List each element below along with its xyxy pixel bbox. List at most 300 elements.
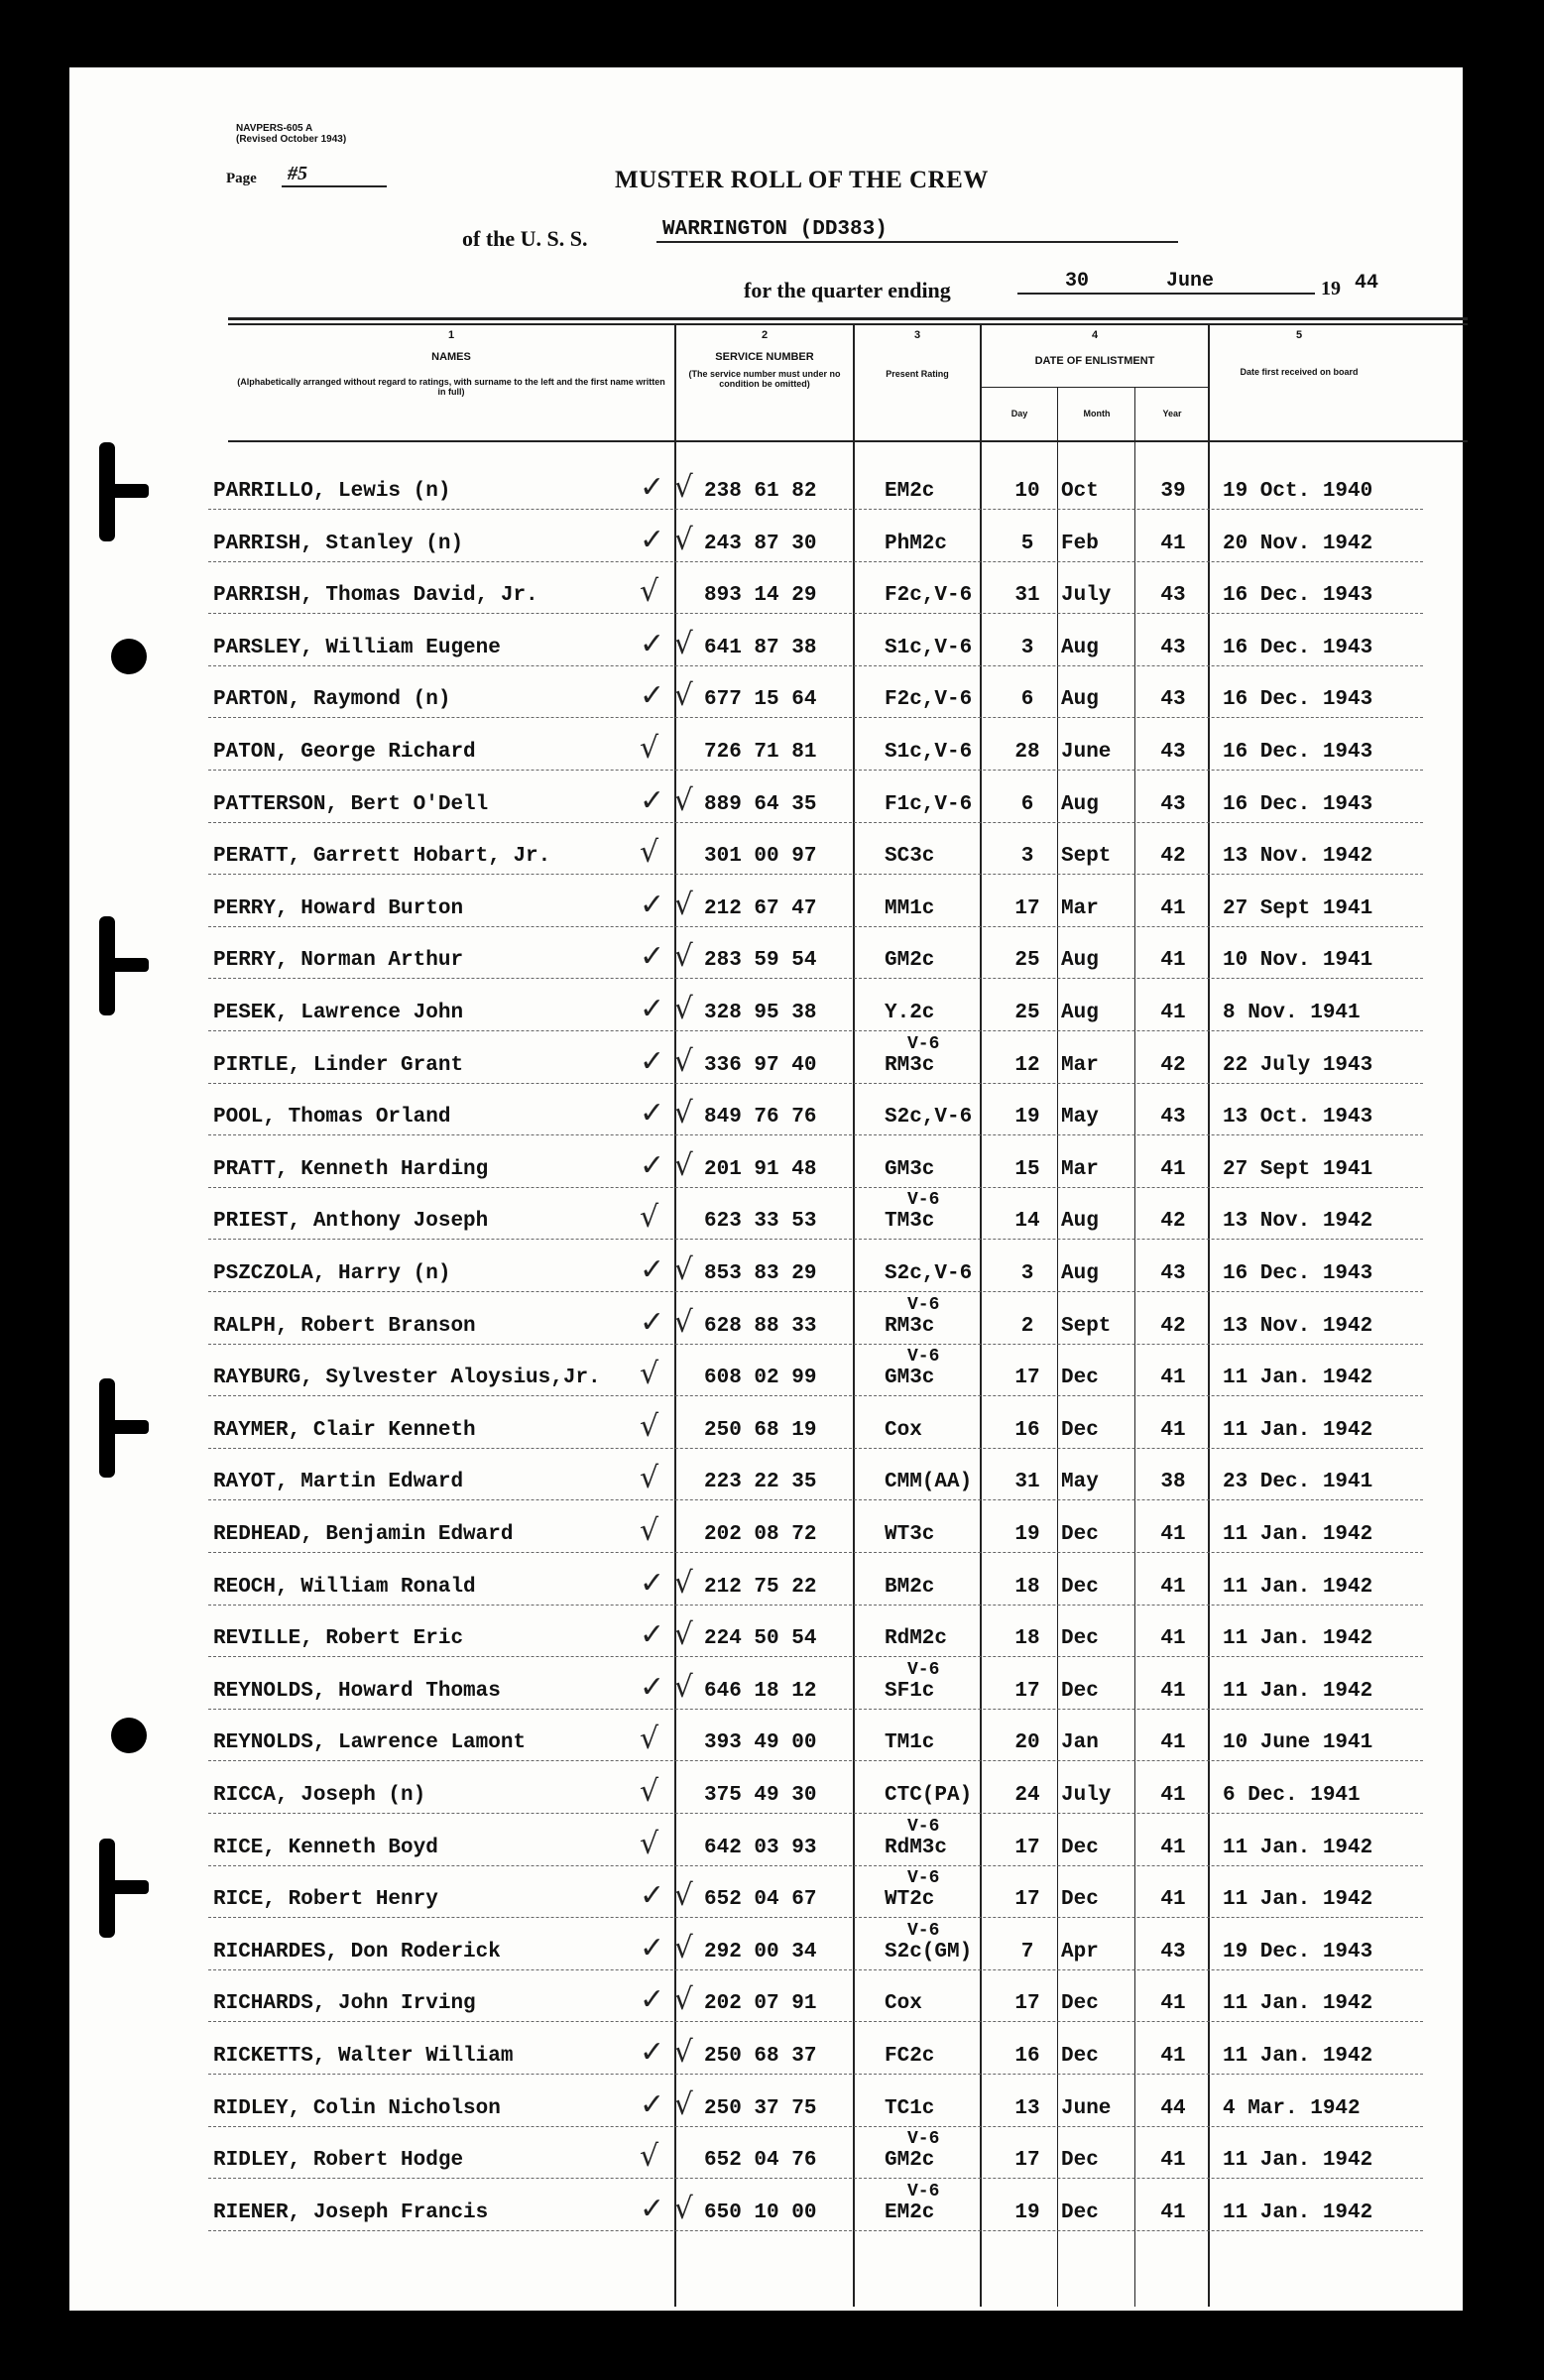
col-2-title: SERVICE NUMBER xyxy=(715,351,814,363)
service-number: 641 87 38 xyxy=(704,636,817,659)
date-received: 11 Jan. 1942 xyxy=(1223,1679,1373,1703)
check-mark: ✓ √ xyxy=(640,678,693,714)
binder-tab-1 xyxy=(99,484,149,498)
table-row xyxy=(69,2082,1463,2133)
check-mark: √ xyxy=(640,1357,659,1392)
table-row xyxy=(69,1403,1463,1455)
binder-tab-2 xyxy=(99,958,149,972)
present-rating: TM3c xyxy=(885,1210,935,1234)
form-code xyxy=(236,123,346,145)
page-number: #5 xyxy=(282,163,387,187)
table-row xyxy=(69,1976,1463,2028)
present-rating: S2c,V-6 xyxy=(885,1106,973,1130)
enlist-day: 19 xyxy=(1014,1523,1040,1546)
crew-name: RICHARDS, John Irving xyxy=(213,1992,476,2016)
enlist-year: 41 xyxy=(1160,949,1186,973)
present-rating: F2c,V-6 xyxy=(885,688,973,712)
service-number: 889 64 35 xyxy=(704,792,817,816)
enlist-day: 19 xyxy=(1014,2201,1040,2224)
check-mark: ✓ √ xyxy=(640,1669,693,1705)
row-rule xyxy=(208,665,1423,666)
enlist-day: 3 xyxy=(1020,1262,1034,1285)
service-number: 646 18 12 xyxy=(704,1679,817,1703)
col-header-enlistment xyxy=(982,329,1208,367)
crew-name: PATTERSON, Bert O'Dell xyxy=(213,792,489,816)
binder-tab-4 xyxy=(99,1880,149,1894)
enlist-year: 39 xyxy=(1160,480,1186,503)
table-row xyxy=(69,1768,1463,1820)
service-number: 224 50 54 xyxy=(704,1627,817,1651)
present-rating: GM2c xyxy=(885,949,935,973)
service-number: 677 15 64 xyxy=(704,688,817,712)
table-row xyxy=(69,621,1463,672)
crew-name: RICCA, Joseph (n) xyxy=(213,1784,426,1807)
row-rule xyxy=(208,1083,1423,1084)
col-header-names xyxy=(228,329,674,397)
enlist-month: Dec xyxy=(1061,1627,1099,1651)
present-rating: MM1c xyxy=(885,896,935,920)
present-rating: SC3c xyxy=(885,845,935,869)
row-rule xyxy=(208,874,1423,875)
service-number: 202 08 72 xyxy=(704,1523,817,1546)
enlist-year: 41 xyxy=(1160,2045,1186,2068)
service-number: 650 10 00 xyxy=(704,2201,817,2224)
service-number: 212 75 22 xyxy=(704,1575,817,1599)
quarter-month: June xyxy=(1136,270,1315,295)
col-4-year: Year xyxy=(1162,409,1182,418)
enlist-day: 31 xyxy=(1014,584,1040,608)
rating-note: V-6 xyxy=(907,1294,940,1315)
service-number: 238 61 82 xyxy=(704,480,817,503)
crew-name: REOCH, William Ronald xyxy=(213,1575,476,1599)
enlist-year: 41 xyxy=(1160,1418,1186,1442)
enlist-day: 6 xyxy=(1020,688,1034,712)
header-top-rule-2 xyxy=(228,323,1468,325)
enlist-month: Sept xyxy=(1061,1314,1112,1338)
enlist-year: 38 xyxy=(1160,1471,1186,1494)
row-rule xyxy=(208,1499,1423,1500)
crew-name: PARRISH, Stanley (n) xyxy=(213,532,464,555)
col-1-title: NAMES xyxy=(431,351,471,363)
check-mark: √ xyxy=(640,574,659,610)
crew-name: REYNOLDS, Howard Thomas xyxy=(213,1679,501,1703)
enlist-year: 42 xyxy=(1160,845,1186,869)
enlist-year: 41 xyxy=(1160,896,1186,920)
present-rating: RdM3c xyxy=(885,1836,948,1859)
present-rating: F1c,V-6 xyxy=(885,792,973,816)
enlist-day: 16 xyxy=(1014,1418,1040,1442)
present-rating: F2c,V-6 xyxy=(885,584,973,608)
enlist-year: 43 xyxy=(1160,584,1186,608)
present-rating: RM3c xyxy=(885,1053,935,1077)
crew-name: PIRTLE, Linder Grant xyxy=(213,1053,464,1077)
crew-name: PRATT, Kenneth Harding xyxy=(213,1157,489,1181)
rating-note: V-6 xyxy=(907,2181,940,2202)
form-revision: (Revised October 1943) xyxy=(236,134,347,145)
date-received: 20 Nov. 1942 xyxy=(1223,532,1373,555)
crew-name: PARRISH, Thomas David, Jr. xyxy=(213,584,538,608)
check-mark: ✓ √ xyxy=(640,1147,693,1183)
row-rule xyxy=(208,509,1423,510)
enlist-year: 41 xyxy=(1160,1679,1186,1703)
row-rule xyxy=(208,1448,1423,1449)
quarter-label: for the quarter ending xyxy=(744,278,951,302)
enlist-month: Mar xyxy=(1061,1157,1099,1181)
enlist-year: 43 xyxy=(1160,688,1186,712)
row-rule xyxy=(208,1030,1423,1031)
enlist-month: Dec xyxy=(1061,2045,1099,2068)
present-rating: S2c,V-6 xyxy=(885,1262,973,1285)
enlist-year: 42 xyxy=(1160,1314,1186,1338)
enlist-month: Dec xyxy=(1061,1575,1099,1599)
service-number: 250 68 19 xyxy=(704,1418,817,1442)
enlist-day: 3 xyxy=(1020,636,1034,659)
service-number: 212 67 47 xyxy=(704,896,817,920)
enlist-day: 17 xyxy=(1014,896,1040,920)
crew-name: PERATT, Garrett Hobart, Jr. xyxy=(213,845,551,869)
present-rating: Cox xyxy=(885,1992,922,2016)
enlist-year: 42 xyxy=(1160,1210,1186,1234)
table-row xyxy=(69,1190,1463,1246)
check-mark: √ xyxy=(640,1826,659,1861)
date-received: 13 Nov. 1942 xyxy=(1223,1210,1373,1234)
table-row xyxy=(69,672,1463,724)
rating-note: V-6 xyxy=(907,1190,940,1211)
binder-hole-1 xyxy=(111,639,147,674)
enlist-year: 41 xyxy=(1160,1523,1186,1546)
present-rating: Cox xyxy=(885,1418,922,1442)
table-row xyxy=(69,1659,1463,1716)
col-5-title: Date first received on board xyxy=(1240,367,1359,377)
present-rating: S1c,V-6 xyxy=(885,741,973,764)
quarter-year: 44 xyxy=(1355,272,1379,295)
table-row xyxy=(69,1868,1463,1924)
enlist-day: 18 xyxy=(1014,1575,1040,1599)
check-mark: √ xyxy=(640,1774,659,1809)
col-header-service xyxy=(676,329,853,389)
date-received: 11 Jan. 1942 xyxy=(1223,1575,1373,1599)
enlist-year: 43 xyxy=(1160,1940,1186,1964)
table-row xyxy=(69,829,1463,881)
date-received: 11 Jan. 1942 xyxy=(1223,2201,1373,2224)
date-received: 16 Dec. 1943 xyxy=(1223,741,1373,764)
date-received: 27 Sept 1941 xyxy=(1223,1157,1373,1181)
row-rule xyxy=(208,978,1423,979)
enlist-month: Dec xyxy=(1061,1418,1099,1442)
table-row xyxy=(69,2029,1463,2081)
form-code-number: NAVPERS-605 A xyxy=(236,123,313,134)
crew-name: RAYOT, Martin Edward xyxy=(213,1471,464,1494)
service-number: 652 04 67 xyxy=(704,1888,817,1912)
enlist-day: 7 xyxy=(1020,1940,1034,1964)
service-number: 849 76 76 xyxy=(704,1106,817,1130)
present-rating: Y.2c xyxy=(885,1002,935,1024)
enlist-month: Mar xyxy=(1061,1053,1099,1077)
col-4-number: 4 xyxy=(1091,329,1099,341)
enlist-day: 6 xyxy=(1020,792,1034,816)
date-received: 6 Dec. 1941 xyxy=(1223,1784,1361,1807)
check-mark: ✓ √ xyxy=(640,2191,693,2226)
crew-name: PATON, George Richard xyxy=(213,741,476,764)
row-rule xyxy=(208,2126,1423,2127)
table-row xyxy=(69,1716,1463,1767)
date-received: 11 Jan. 1942 xyxy=(1223,2045,1373,2068)
date-received: 11 Jan. 1942 xyxy=(1223,1888,1373,1912)
enlist-day: 17 xyxy=(1014,1888,1040,1912)
crew-name: PERRY, Norman Arthur xyxy=(213,949,464,973)
check-mark: √ xyxy=(640,1408,659,1444)
service-number: 726 71 81 xyxy=(704,741,817,764)
table-row xyxy=(69,1507,1463,1559)
enlist-year: 41 xyxy=(1160,1627,1186,1651)
row-rule xyxy=(208,822,1423,823)
check-mark: √ xyxy=(640,1200,659,1236)
enlist-month: Aug xyxy=(1061,949,1099,973)
enlist-month: May xyxy=(1061,1106,1099,1130)
date-received: 23 Dec. 1941 xyxy=(1223,1471,1373,1494)
enlist-month: May xyxy=(1061,1471,1099,1494)
date-received: 11 Jan. 1942 xyxy=(1223,2149,1373,2173)
enlist-day: 16 xyxy=(1014,2045,1040,2068)
enlist-month: June xyxy=(1061,2096,1112,2120)
present-rating: GM3c xyxy=(885,1367,935,1390)
col-2-number: 2 xyxy=(761,329,769,341)
row-rule xyxy=(208,1344,1423,1345)
service-number: 623 33 53 xyxy=(704,1210,817,1234)
enlist-month: Aug xyxy=(1061,1210,1099,1234)
enlist-month: June xyxy=(1061,741,1112,764)
table-row xyxy=(69,882,1463,933)
row-rule xyxy=(208,926,1423,927)
table-row xyxy=(69,933,1463,985)
check-mark: ✓ √ xyxy=(640,1252,693,1287)
enlist-day: 2 xyxy=(1020,1314,1034,1338)
rating-note: V-6 xyxy=(907,2129,940,2150)
enlist-day: 17 xyxy=(1014,1992,1040,2016)
enlist-year: 41 xyxy=(1160,1575,1186,1599)
crew-name: RICKETTS, Walter William xyxy=(213,2045,514,2068)
enlist-year: 43 xyxy=(1160,1106,1186,1130)
table-row xyxy=(69,1455,1463,1506)
enlist-day: 17 xyxy=(1014,2149,1040,2173)
row-rule xyxy=(208,1187,1423,1188)
check-mark: ✓ √ xyxy=(640,522,693,557)
table-row xyxy=(69,1090,1463,1141)
service-number: 393 49 00 xyxy=(704,1731,817,1755)
enlist-month: Aug xyxy=(1061,688,1099,712)
table-row xyxy=(69,1560,1463,1611)
row-rule xyxy=(208,1605,1423,1606)
check-mark: ✓ √ xyxy=(640,1043,693,1079)
date-received: 16 Dec. 1943 xyxy=(1223,688,1373,712)
service-number: 202 07 91 xyxy=(704,1992,817,2016)
rating-note: V-6 xyxy=(907,1816,940,1837)
check-mark: √ xyxy=(640,1722,659,1757)
rating-note: V-6 xyxy=(907,1033,940,1054)
enlist-month: Mar xyxy=(1061,896,1099,920)
col-5-number: 5 xyxy=(1295,329,1303,341)
date-received: 27 Sept 1941 xyxy=(1223,896,1373,920)
service-number: 336 97 40 xyxy=(704,1053,817,1077)
present-rating: RdM2c xyxy=(885,1627,948,1651)
check-mark: ✓ √ xyxy=(640,939,693,975)
present-rating: WT2c xyxy=(885,1888,935,1912)
date-received: 13 Nov. 1942 xyxy=(1223,845,1373,869)
enlistment-subrule xyxy=(980,387,1208,388)
table-row xyxy=(69,568,1463,620)
enlist-month: Aug xyxy=(1061,1262,1099,1285)
row-rule xyxy=(208,1552,1423,1553)
date-received: 8 Nov. 1941 xyxy=(1223,1002,1361,1024)
present-rating: EM2c xyxy=(885,480,935,503)
date-received: 11 Jan. 1942 xyxy=(1223,1523,1373,1546)
date-received: 13 Nov. 1942 xyxy=(1223,1314,1373,1338)
enlist-month: Dec xyxy=(1061,2201,1099,2224)
col-3-title: Present Rating xyxy=(886,369,949,379)
enlist-month: Dec xyxy=(1061,1992,1099,2016)
date-received: 16 Dec. 1943 xyxy=(1223,792,1373,816)
crew-name: RIDLEY, Robert Hodge xyxy=(213,2149,464,2173)
enlist-month: Feb xyxy=(1061,532,1099,555)
service-number: 608 02 99 xyxy=(704,1367,817,1390)
date-received: 16 Dec. 1943 xyxy=(1223,1262,1373,1285)
enlist-year: 41 xyxy=(1160,1002,1186,1024)
service-number: 328 95 38 xyxy=(704,1002,817,1024)
present-rating: SF1c xyxy=(885,1679,935,1703)
col-2-note: (The service number must under no condition be omitted) xyxy=(688,369,841,389)
present-rating: S1c,V-6 xyxy=(885,636,973,659)
check-mark: ✓ √ xyxy=(640,1617,693,1653)
table-row xyxy=(69,1920,1463,1976)
enlist-year: 41 xyxy=(1160,2149,1186,2173)
service-number: 250 37 75 xyxy=(704,2096,817,2120)
ship-label: of the U. S. S. xyxy=(462,226,588,251)
rating-note: V-6 xyxy=(907,1347,940,1368)
row-rule xyxy=(208,2074,1423,2075)
row-rule xyxy=(208,770,1423,771)
col-1-note: (Alphabetically arranged without regard to ratings, with surname to the left and the first name written in full) xyxy=(237,377,665,397)
rating-note: V-6 xyxy=(907,1868,940,1889)
crew-name: REYNOLDS, Lawrence Lamont xyxy=(213,1731,527,1755)
service-number: 250 68 37 xyxy=(704,2045,817,2068)
enlist-day: 15 xyxy=(1014,1157,1040,1181)
table-row xyxy=(69,1347,1463,1402)
service-number: 301 00 97 xyxy=(704,845,817,869)
enlist-month: Aug xyxy=(1061,792,1099,816)
check-mark: √ xyxy=(640,1461,659,1496)
date-received: 19 Oct. 1940 xyxy=(1223,480,1373,503)
check-mark: √ xyxy=(640,835,659,871)
present-rating: BM2c xyxy=(885,1575,935,1599)
enlist-year: 41 xyxy=(1160,1367,1186,1390)
check-mark: ✓ √ xyxy=(640,470,693,505)
rating-note: V-6 xyxy=(907,1920,940,1941)
enlist-year: 43 xyxy=(1160,792,1186,816)
row-rule xyxy=(208,1239,1423,1240)
present-rating: RM3c xyxy=(885,1314,935,1338)
col-header-received xyxy=(1210,329,1388,377)
crew-name: POOL, Thomas Orland xyxy=(213,1106,451,1130)
enlist-year: 43 xyxy=(1160,636,1186,659)
enlist-year: 44 xyxy=(1160,2096,1186,2120)
table-row xyxy=(69,1294,1463,1351)
enlist-month: Dec xyxy=(1061,1679,1099,1703)
enlist-month: Dec xyxy=(1061,1367,1099,1390)
check-mark: ✓ √ xyxy=(640,1982,693,2018)
row-rule xyxy=(208,1917,1423,1918)
enlist-day: 14 xyxy=(1014,1210,1040,1234)
enlist-year: 41 xyxy=(1160,1157,1186,1181)
row-rule xyxy=(208,1395,1423,1396)
table-row xyxy=(69,464,1463,516)
service-number: 243 87 30 xyxy=(704,532,817,555)
enlist-year: 43 xyxy=(1160,1262,1186,1285)
service-number: 283 59 54 xyxy=(704,949,817,973)
check-mark: ✓ √ xyxy=(640,782,693,818)
present-rating: TC1c xyxy=(885,2096,935,2120)
date-received: 4 Mar. 1942 xyxy=(1223,2096,1361,2120)
binder-hole-2 xyxy=(111,1718,147,1753)
check-mark: √ xyxy=(640,731,659,766)
enlist-month: Aug xyxy=(1061,636,1099,659)
crew-name: RAYMER, Clair Kenneth xyxy=(213,1418,476,1442)
header-top-rule xyxy=(228,317,1468,320)
quarter-day: 30 xyxy=(1017,270,1136,295)
enlist-day: 17 xyxy=(1014,1367,1040,1390)
enlist-month: Dec xyxy=(1061,2149,1099,2173)
enlist-month: Jan xyxy=(1061,1731,1099,1755)
check-mark: ✓ √ xyxy=(640,887,693,922)
crew-name: REDHEAD, Benjamin Edward xyxy=(213,1523,514,1546)
table-row xyxy=(69,986,1463,1037)
service-number: 652 04 76 xyxy=(704,2149,817,2173)
service-number: 628 88 33 xyxy=(704,1314,817,1338)
page-label: Page xyxy=(226,171,257,186)
table-row xyxy=(69,517,1463,568)
row-rule xyxy=(208,1865,1423,1866)
enlist-month: Sept xyxy=(1061,845,1112,869)
check-mark: √ xyxy=(640,1513,659,1548)
enlist-month: Aug xyxy=(1061,1002,1099,1024)
present-rating: TM1c xyxy=(885,1731,935,1755)
enlist-day: 10 xyxy=(1014,480,1040,503)
date-received: 11 Jan. 1942 xyxy=(1223,1992,1373,2016)
enlist-day: 13 xyxy=(1014,2096,1040,2120)
service-number: 292 00 34 xyxy=(704,1940,817,1964)
row-rule xyxy=(208,1813,1423,1814)
enlist-day: 25 xyxy=(1014,949,1040,973)
table-row xyxy=(69,1033,1463,1090)
enlist-year: 41 xyxy=(1160,1784,1186,1807)
enlist-day: 17 xyxy=(1014,1836,1040,1859)
date-received: 11 Jan. 1942 xyxy=(1223,1836,1373,1859)
crew-name: PERRY, Howard Burton xyxy=(213,896,464,920)
crew-name: PESEK, Lawrence John xyxy=(213,1002,464,1024)
table-row xyxy=(69,777,1463,829)
crew-name: PARSLEY, William Eugene xyxy=(213,636,501,659)
enlist-month: Apr xyxy=(1061,1940,1099,1964)
enlist-year: 41 xyxy=(1160,532,1186,555)
table-row xyxy=(69,725,1463,776)
row-rule xyxy=(208,2178,1423,2179)
row-rule xyxy=(208,613,1423,614)
table-row xyxy=(69,1247,1463,1298)
service-number: 642 03 93 xyxy=(704,1836,817,1859)
date-received: 16 Dec. 1943 xyxy=(1223,636,1373,659)
date-received: 11 Jan. 1942 xyxy=(1223,1627,1373,1651)
check-mark: ✓ √ xyxy=(640,1304,693,1340)
crew-name: RAYBURG, Sylvester Aloysius,Jr. xyxy=(213,1367,601,1390)
